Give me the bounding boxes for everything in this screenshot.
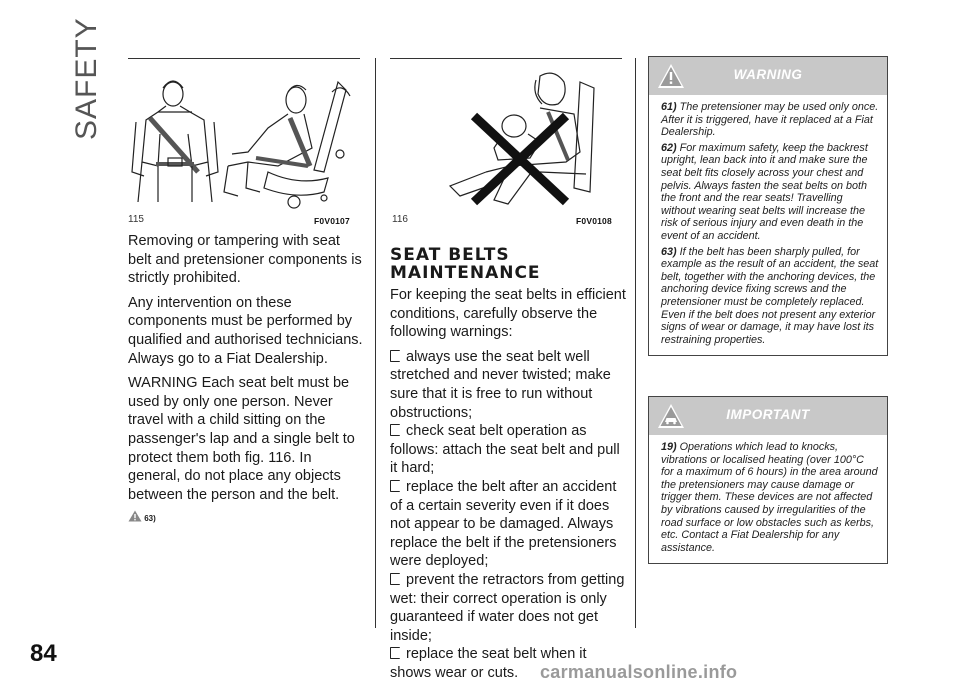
figure-116-code: F0V0108 xyxy=(576,216,612,226)
bullet-icon xyxy=(390,424,400,436)
figure-115 xyxy=(128,62,360,212)
maintenance-list xyxy=(390,348,630,683)
warning-box-header xyxy=(649,57,887,95)
list-item: check seat belt operation as follows: attach the seat belt and pull it hard; xyxy=(390,423,620,477)
figure-115-number: 115 xyxy=(128,214,144,225)
list-item: always use the seat belt well stretched and never twisted; make sure that it is free to run without obstructions; xyxy=(390,348,611,421)
bullet-icon xyxy=(390,350,400,362)
warning-box-title: WARNING xyxy=(733,67,803,82)
column-divider-1 xyxy=(375,58,376,628)
warning-box-body xyxy=(649,95,887,355)
warning-item: 62) For maximum safety, keep the backrest upright, lean back into it and make sure the seat belt fits closely across your chest and pelvis. Always fasten the seat belts on both the front and the rear seats! Travelling without wearing seat belts will increase the risk of serious injury and even death in the event of an accident. xyxy=(661,141,868,242)
warning-item: 61) The pretensioner may be used only once. After it is triggered, have it replaced at a Fiat Dealership. xyxy=(661,101,879,139)
figure-115-code: F0V0107 xyxy=(314,216,350,226)
paragraph: WARNING Each seat belt must be used by only one person. Never travel with a child sitting on the passenger's lap and a single belt to protect them both fig. 116. In general, do not place any objects between the person and the belt. xyxy=(128,375,355,503)
list-item: prevent the retractors from getting wet: their correct operation is only guaranteed if water does not get inside; xyxy=(390,571,625,644)
seatbelt-illustration xyxy=(128,62,360,212)
footer-watermark: carmanualsonline.info xyxy=(540,662,738,682)
bullet-icon xyxy=(390,480,400,492)
important-box-header xyxy=(649,397,887,435)
section-heading: SEAT BELTS MAINTENANCE xyxy=(390,245,541,283)
warning-reference xyxy=(128,510,364,529)
paragraph: Any intervention on these components must be performed by qualified and authorised technicians. Always go to a Fiat Dealership. xyxy=(128,294,363,367)
list-item: replace the seat belt when it shows wear or cuts. xyxy=(390,646,587,681)
figure-top-rule-2 xyxy=(390,58,622,59)
column-1-text xyxy=(128,232,364,529)
figure-top-rule-1 xyxy=(128,58,360,59)
bullet-icon xyxy=(390,573,400,585)
column-divider-2 xyxy=(635,58,636,628)
warning-box xyxy=(648,56,888,356)
child-on-lap-illustration xyxy=(390,62,622,212)
figure-116-number: 116 xyxy=(392,214,408,225)
warning-triangle-icon xyxy=(128,510,142,522)
list-item: replace the belt after an accident of a certain severity even if it does not appear to be damaged. Always replace the belt if the pretensioners were deployed; xyxy=(390,478,617,570)
important-box-title: IMPORTANT xyxy=(726,407,810,422)
paragraph: Removing or tampering with seat belt and pretensioner components is strictly prohibited. xyxy=(128,233,362,287)
figure-116 xyxy=(390,62,622,212)
important-box-body xyxy=(649,435,887,563)
page-number: 84 xyxy=(30,640,57,667)
warning-reference-number: 63) xyxy=(144,514,156,524)
important-item: 19) Operations which lead to knocks, vibrations or localised heating (over 100°C for a maximum of 6 hours) in the area around the pretensioners may cause damage or trigger them. These devices are not affected by vibrations caused by irregularities of the road surface or low obstacles such as kerbs, etc. Contact a Fiat Dealership for any assistance. xyxy=(661,441,878,554)
important-box xyxy=(648,396,888,564)
intro-paragraph: For keeping the seat belts in efficient conditions, carefully observe the following warnings: xyxy=(390,287,626,341)
section-tab: SAFETY xyxy=(70,17,103,140)
bullet-icon xyxy=(390,647,400,659)
column-2-text xyxy=(390,246,630,682)
warning-item: 63) If the belt has been sharply pulled, for example as the result of an accident, the seat belt, together with the anchoring devices, the anchoring device fixing screws and the pretensioner must be completely replaced. Even if the belt does not present any exterior signs of wear or damage, it may have lost its restraining properties. xyxy=(661,245,879,346)
